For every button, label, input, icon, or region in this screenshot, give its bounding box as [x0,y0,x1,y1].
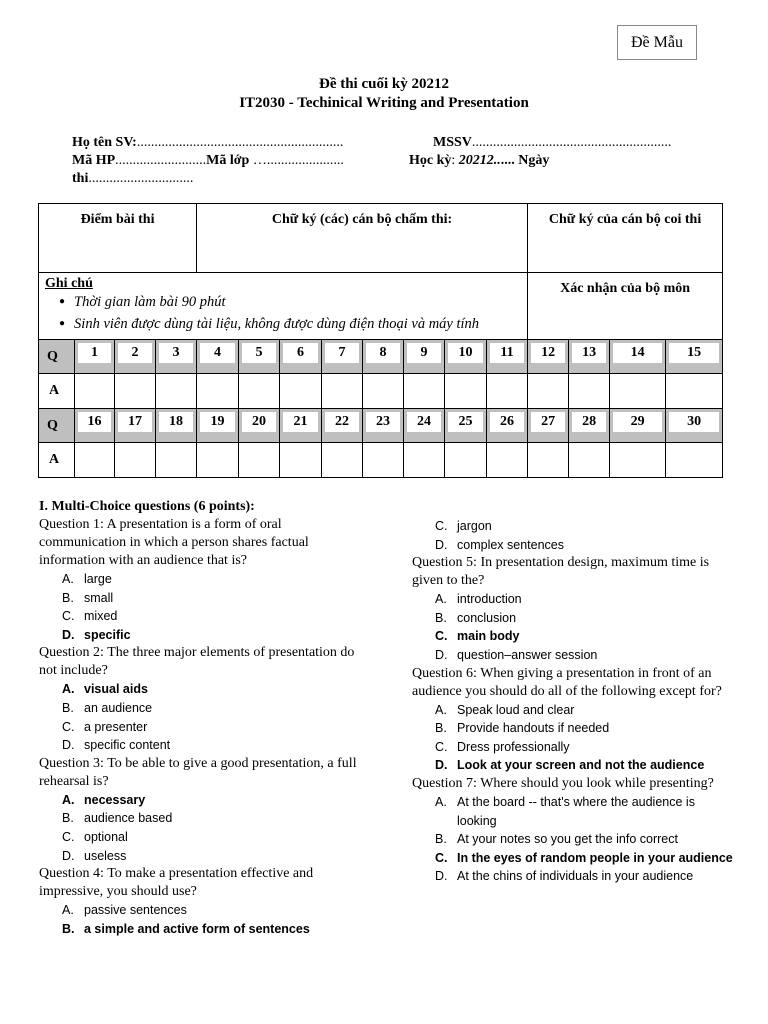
option-text: At your notes so you get the info correct [457,832,678,847]
question-number: 2 [118,343,152,363]
notes-title: Ghi chú [45,276,93,291]
question-number-cell [363,340,404,374]
answer-box[interactable] [197,374,239,409]
option-text: large [84,572,112,586]
question-number: 22 [325,412,359,432]
question-number: 18 [159,412,193,432]
question-number: 11 [490,343,524,363]
student-name-blank: ........................................................... [136,135,344,150]
note-item: ● Thời gian làm bài 90 phút [59,292,521,314]
section-title: I. Multi-Choice questions (6 points): [39,499,255,514]
answer-row [39,443,723,478]
question-text: Question 2: The three major elements of presentation do not include? [39,645,355,679]
answer-option [412,849,738,868]
question-number: 17 [118,412,152,432]
note-item: ● Sinh viên được dùng tài liệu, không được dùng điện thoại và máy tính [59,314,521,336]
answer-box[interactable] [528,374,569,409]
question-number-cell [75,409,115,443]
answer-box[interactable] [404,443,445,478]
course-title: IT2030 - Techinical Writing and Presentation [239,95,529,111]
option-letter: C. [435,519,448,533]
notes-list [45,292,521,336]
question-number-cell [239,340,280,374]
a-row-label: A [39,443,75,478]
exam-date-label-cont: thi [72,171,89,186]
exam-date-label: .... Ngày [500,153,550,168]
proctor-signature-cell [528,204,723,273]
option-text: necessary [84,792,146,807]
answer-box[interactable] [363,443,404,478]
option-letter: C. [62,719,75,734]
answer-option [412,867,738,886]
answer-box[interactable] [239,443,280,478]
answer-option [412,609,738,628]
score-label: Điểm bài thi [80,212,155,227]
option-letter: D. [435,758,448,773]
option-letter: D. [62,627,75,642]
answer-box[interactable] [197,443,239,478]
answer-box[interactable] [569,443,610,478]
option-text: a presenter [84,719,148,734]
answer-box[interactable] [528,443,569,478]
answer-option [39,589,369,608]
option-letter: A. [435,702,447,717]
option-text: optional [84,829,128,844]
question-number: 15 [669,343,719,363]
option-text: question–answer session [457,647,598,662]
course-code-label: Mã HP [72,153,116,168]
question-number-cell [528,340,569,374]
question-number: 13 [572,343,606,363]
option-letter: A. [62,903,74,918]
answer-box[interactable] [75,374,115,409]
answer-option [412,517,738,536]
question-number: 29 [613,412,662,432]
answer-option [39,736,369,755]
answer-row [39,374,723,409]
question-number-cell [569,340,610,374]
answer-box[interactable] [156,374,197,409]
question-number: 20 [242,412,276,432]
answer-option [39,809,369,828]
semester-value: 20212.. [458,153,501,168]
option-text: audience based [84,811,173,826]
question-number-row [39,340,723,374]
question-number-cell [115,340,156,374]
question-number-cell [666,409,723,443]
option-text: Provide handouts if needed [457,721,610,736]
question-number-cell [156,340,197,374]
question-number-cell [404,409,445,443]
department-approval-label: Xác nhận của bộ môn [560,281,691,296]
question-number: 7 [325,343,359,363]
option-text: In the eyes of random people in your audience [457,850,733,865]
question-number-cell [363,409,404,443]
answer-option [412,627,738,646]
question-number: 16 [78,412,111,432]
questions-right-column [412,517,738,886]
answer-box[interactable] [569,374,610,409]
question-number-cell [75,340,115,374]
question-number: 4 [200,343,235,363]
student-id-blank: ......................................................... [471,135,672,150]
answer-box[interactable] [445,443,487,478]
question-number-cell [156,409,197,443]
option-letter: B. [435,610,447,625]
notes-cell [39,273,528,340]
option-text: Speak loud and clear [457,702,575,717]
answer-box[interactable] [404,374,445,409]
option-letter: A. [435,794,447,809]
answer-option [39,607,369,626]
question-number-cell [569,409,610,443]
question-number-cell [487,409,528,443]
question-number-cell [487,340,528,374]
answer-option [39,570,369,589]
answer-option [39,901,369,920]
option-letter: C. [435,850,448,865]
q-row-label: Q [39,409,75,443]
exam-title: Đề thi cuối kỳ 20212 [318,76,449,92]
answer-box[interactable] [610,374,666,409]
option-letter: B. [435,721,447,736]
question-number: 12 [531,343,565,363]
answer-option [412,738,738,757]
answer-option [412,536,738,555]
question-number: 25 [448,412,483,432]
exam-date-blank: .............................. [88,171,194,186]
answer-box[interactable] [487,374,528,409]
answer-option [39,847,369,866]
student-name-label: Họ tên SV: [72,135,137,150]
option-letter: A. [62,682,75,697]
option-letter: B. [435,832,447,847]
option-text: conclusion [457,610,517,625]
option-text: specific [84,627,131,642]
question-number: 3 [159,343,193,363]
class-code-blank: …...................... [249,153,344,168]
question-number: 28 [572,412,606,432]
option-letter: C. [435,629,448,644]
department-approval-cell [528,273,723,340]
answer-box[interactable] [239,374,280,409]
answer-box[interactable] [666,374,723,409]
option-letter: C. [62,829,75,844]
q-row-label: Q [39,340,75,374]
answer-option [39,680,369,699]
question-number-cell [322,340,363,374]
question-number: 27 [531,412,565,432]
option-text: passive sentences [84,903,187,918]
option-letter: B. [62,590,74,605]
answer-box[interactable] [115,374,156,409]
question-number-cell [322,409,363,443]
option-text: specific content [84,738,171,753]
answer-box[interactable] [280,374,322,409]
answer-option [412,701,738,720]
question-number: 23 [366,412,400,432]
question-number: 24 [407,412,441,432]
question-text: Question 5: In presentation design, maximum time is given to the? [412,555,710,589]
semester-label: Học kỳ [409,153,452,168]
answer-option [39,920,369,939]
answer-box[interactable] [280,443,322,478]
option-text: Look at your screen and not the audience [457,758,705,773]
question-number: 5 [242,343,276,363]
score-cell [39,204,197,273]
answer-option [39,626,369,645]
option-letter: D. [435,537,448,552]
option-letter: A. [435,592,447,607]
answer-box[interactable] [610,443,666,478]
question-text: Question 1: A presentation is a form of oral communication in which a person shares factual information with an audience that is? [39,517,309,568]
question-number: 6 [283,343,318,363]
option-text: an audience [84,700,153,715]
option-text: small [84,590,114,605]
questions-left-column [39,498,369,938]
answer-box[interactable] [115,443,156,478]
answer-option [412,793,738,830]
question-number-cell [280,340,322,374]
option-text: main body [457,629,520,644]
option-letter: B. [62,921,75,936]
sample-exam-stamp: Đề Mẫu [617,25,697,60]
question-number-row [39,409,723,443]
question-text: Question 3: To be able to give a good presentation, a full rehearsal is? [39,755,357,789]
question-number-cell [445,409,487,443]
option-text: visual aids [84,682,148,697]
option-text: jargon [457,519,492,533]
answer-option [412,830,738,849]
proctor-signature-label: Chữ ký của cán bộ coi thi [548,212,702,227]
course-code-line [72,152,344,170]
answer-box[interactable] [666,443,723,478]
option-text: a simple and active form of sentences [84,921,310,936]
grader-signature-cell [197,204,528,273]
question-number: 1 [78,343,111,363]
answer-option [39,791,369,810]
option-text: useless [84,848,127,863]
question-number-cell [115,409,156,443]
question-number: 8 [366,343,400,363]
answer-box[interactable] [322,374,363,409]
option-text: complex sentences [457,537,565,552]
option-text: At the board -- that's where the audience is looking [457,794,695,828]
option-text: Dress professionally [457,739,570,754]
question-number: 30 [669,412,719,432]
semester-line: Học kỳ: 20212...... Ngày [409,153,550,168]
answer-box[interactable] [156,443,197,478]
question-number: 19 [200,412,235,432]
answer-option [39,828,369,847]
option-letter: C. [435,739,448,754]
answer-option [412,590,738,609]
question-number-cell [239,409,280,443]
class-code-label: Mã lớp [206,153,250,168]
option-letter: B. [62,811,74,826]
question-number-cell [280,409,322,443]
answer-option [412,719,738,738]
answer-box[interactable] [322,443,363,478]
question-number-cell [666,340,723,374]
question-text: Question 4: To make a presentation effective and impressive, you should use? [39,866,314,900]
answer-option [39,718,369,737]
question-number-cell [528,409,569,443]
option-letter: D. [62,848,75,863]
answer-box[interactable] [363,374,404,409]
answer-sheet-table [38,203,723,478]
question-text: Question 6: When giving a presentation in front of an audience you should do all of the following except for? [412,665,722,699]
question-number-cell [197,409,239,443]
option-text: At the chins of individuals in your audience [457,869,694,884]
question-number: 9 [407,343,441,363]
answer-option [412,756,738,775]
option-letter: C. [62,609,75,624]
option-text: mixed [84,609,118,624]
option-letter: A. [62,572,74,586]
answer-option [412,646,738,665]
question-number: 14 [613,343,662,363]
course-code-blank: .......................... [115,153,207,168]
question-number-cell [404,340,445,374]
option-letter: D. [62,738,75,753]
student-id-label: MSSV [433,135,472,150]
grader-signature-label: Chữ ký (các) cán bộ chấm thi: [271,212,453,227]
student-id-line [433,134,671,152]
option-text: introduction [457,592,522,607]
answer-option [39,699,369,718]
question-number: 26 [490,412,524,432]
answer-box[interactable] [445,374,487,409]
question-number: 21 [283,412,318,432]
student-name-line [72,134,343,152]
question-text: Question 7: Where should you look while presenting? [412,775,714,791]
option-letter: D. [435,647,448,662]
a-row-label: A [39,374,75,409]
option-letter: B. [62,700,74,715]
question-number-cell [197,340,239,374]
question-number-cell [610,340,666,374]
answer-box[interactable] [487,443,528,478]
question-number-cell [445,340,487,374]
option-letter: A. [62,792,75,807]
option-letter: D. [435,869,448,884]
exam-date-line [72,170,193,188]
answer-box[interactable] [75,443,115,478]
question-number: 10 [448,343,483,363]
question-number-cell [610,409,666,443]
